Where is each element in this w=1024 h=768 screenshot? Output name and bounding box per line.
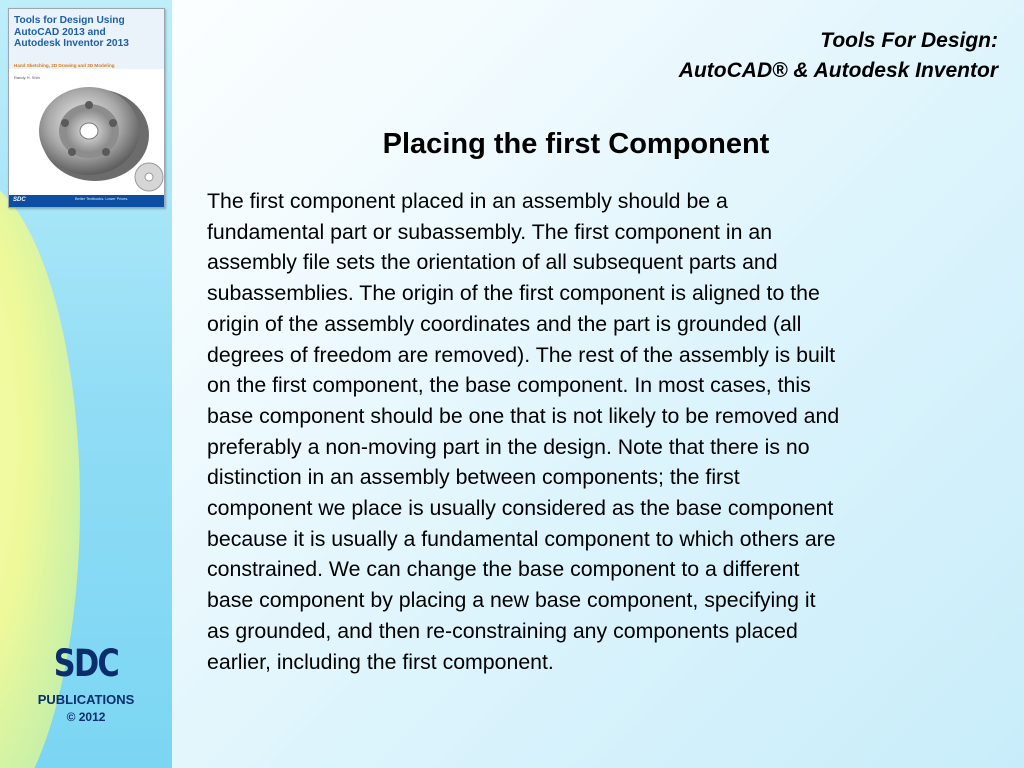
body-line: on the first component, the base component. In most cases, this <box>207 373 811 398</box>
body-line: preferably a non-moving part in the design. Note that there is no <box>207 434 810 459</box>
cover-gear-illustration <box>37 85 165 195</box>
body-line: distinction in an assembly between components; the first <box>207 465 740 490</box>
book-cover-tagline: Better Textbooks. Lower Prices. <box>75 197 129 201</box>
book-cover-author: Randy H. Shih <box>14 75 40 80</box>
body-line: as grounded, and then re-constraining any components placed <box>207 618 798 643</box>
book-cover-image <box>8 8 165 208</box>
body-line: origin of the assembly coordinates and the part is grounded (all <box>207 311 802 336</box>
slide-title: Placing the first Component <box>382 128 770 160</box>
body-line: because it is usually a fundamental component to which others are <box>207 526 836 551</box>
book-cover-footer <box>9 195 164 207</box>
header-line-2: AutoCAD® & Autodesk Inventor <box>678 59 998 82</box>
book-cover-subtitle: Hand Sketching, 2D Drawing and 3D Modeling <box>14 63 115 68</box>
book-cover-publisher-logo: SDC <box>13 197 26 203</box>
body-line: constrained. We can change the base component to a different <box>207 557 800 582</box>
body-line: subassemblies. The origin of the first component is aligned to the <box>207 281 820 306</box>
body-line: component we place is usually considered as the base component <box>207 496 834 521</box>
body-line: base component should be one that is not likely to be removed and <box>207 403 840 428</box>
publisher-copyright: © 2012 <box>66 710 106 724</box>
body-line: assembly file sets the orientation of all subsequent parts and <box>207 250 778 275</box>
book-cover-title: Tools for Design Using AutoCAD 2013 and Autodesk Inventor 2013 <box>14 15 129 49</box>
slide-header <box>679 26 998 86</box>
body-line: base component by placing a new base component, specifying it <box>207 588 816 613</box>
left-sidebar <box>0 0 172 768</box>
body-line: fundamental part or subassembly. The first component in an <box>207 219 773 244</box>
sdc-logo: SDC <box>53 642 119 685</box>
body-line: degrees of freedom are removed). The rest of the assembly is built <box>207 342 836 367</box>
body-line: The first component placed in an assembly should be a <box>207 189 728 213</box>
body-paragraph <box>207 186 977 677</box>
body-line: earlier, including the first component. <box>207 649 554 674</box>
book-cover-title-band <box>9 9 164 69</box>
header-line-1: Tools For Design: <box>820 29 998 52</box>
publisher-name: PUBLICATIONS <box>37 692 135 707</box>
